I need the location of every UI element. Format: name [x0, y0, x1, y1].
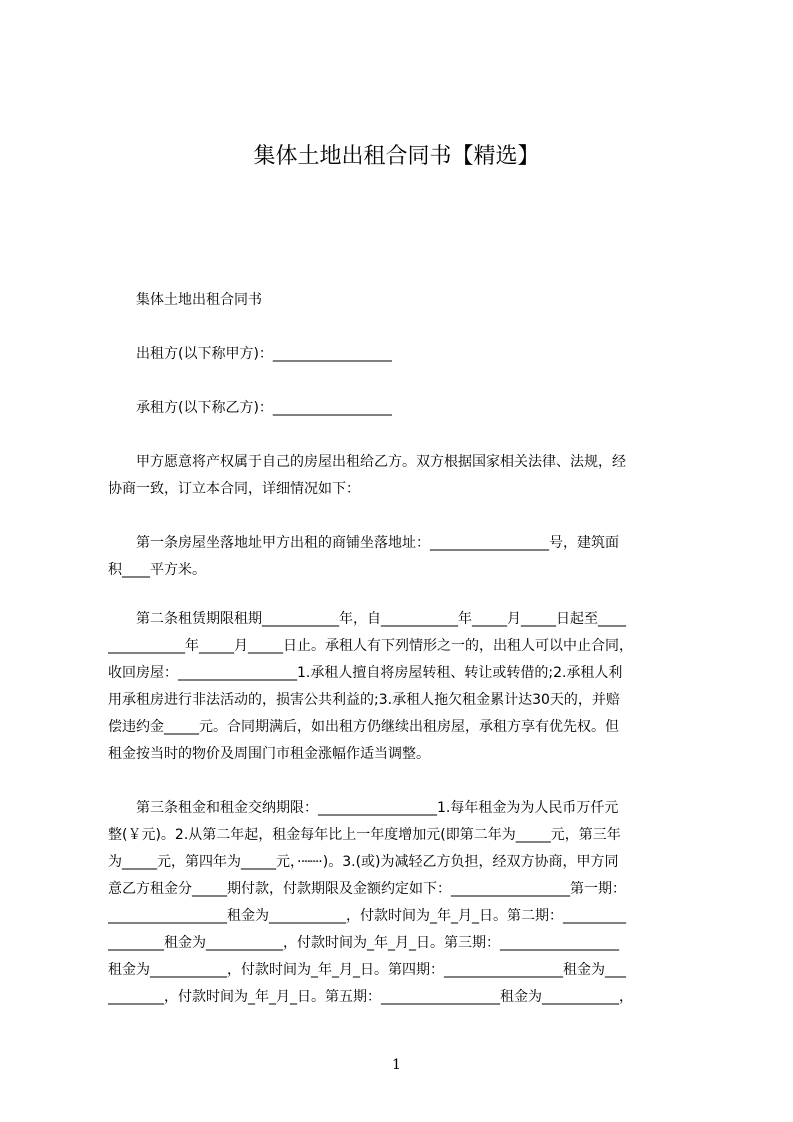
text-line: 意乙方租金分_____期付款，付款期限及金额约定如下：_________________第一期：: [108, 881, 626, 897]
text-line: 集体土地出租合同书: [136, 292, 262, 308]
page-number: 1: [392, 1057, 401, 1073]
text-line: 甲方愿意将产权属于自己的房屋出租给乙方。双方根据国家相关法律、法规，经: [136, 454, 626, 470]
text-line: ________租金为___________，付款时间为_年_月_日。第三期：_________________: [108, 935, 619, 951]
document-title: 集体土地出租合同书【精选】: [253, 144, 540, 169]
text-line: 承租方(以下称乙方)：_________________: [136, 400, 392, 416]
text-line: 收回房屋：_________________1.承租人擅自将房屋转租、转让或转借的;2.承租人利: [108, 665, 623, 681]
text-line: 第二条租赁期限租期___________年，自___________年_____月_____日起至____: [136, 611, 626, 627]
text-line: _________________租金为___________，付款时间为_年_月_日。第二期：_________: [108, 908, 626, 924]
text-line: 偿违约金_____元。合同期满后，如出租方仍继续出租房屋，承租方享有优先权。但: [108, 719, 619, 735]
text-line: ________，付款时间为_年_月_日。第五期：_________________租金为___________，: [108, 989, 633, 1005]
text-line: ___________年_____月_____日止。承租人有下列情形之一的，出租人可以中止合同，: [108, 638, 633, 654]
text-line: 租金按当时的物价及周围门市租金涨幅作适当调整。: [108, 746, 430, 762]
text-line: 积____平方米。: [108, 562, 206, 578]
text-line: 第一条房屋坐落地址甲方出租的商铺坐落地址：_________________号，建筑面: [136, 535, 619, 551]
text-line: 协商一致，订立本合同，详细情况如下：: [108, 481, 360, 497]
text-line: 整(￥元)。2.从第二年起，租金每年比上一年度增加元(即第二年为_____元，第三年: [108, 827, 621, 843]
text-line: 为_____元，第四年为_____元，·┄┄·)。3.(或)为减轻乙方负担，经双方协商，甲方同: [108, 854, 619, 870]
text-line: 出租方(以下称甲方)：_________________: [136, 346, 392, 362]
text-line: 租金为___________，付款时间为_年_月_日。第四期：_________________租金为___: [108, 962, 626, 978]
text-line: 用承租房进行非法活动的，损害公共利益的;3.承租人拖欠租金累计达30天的，并赔: [108, 692, 620, 708]
text-line: 第三条租金和租金交纳期限：_________________1.每年租金为为人民币万仟元: [136, 800, 619, 816]
